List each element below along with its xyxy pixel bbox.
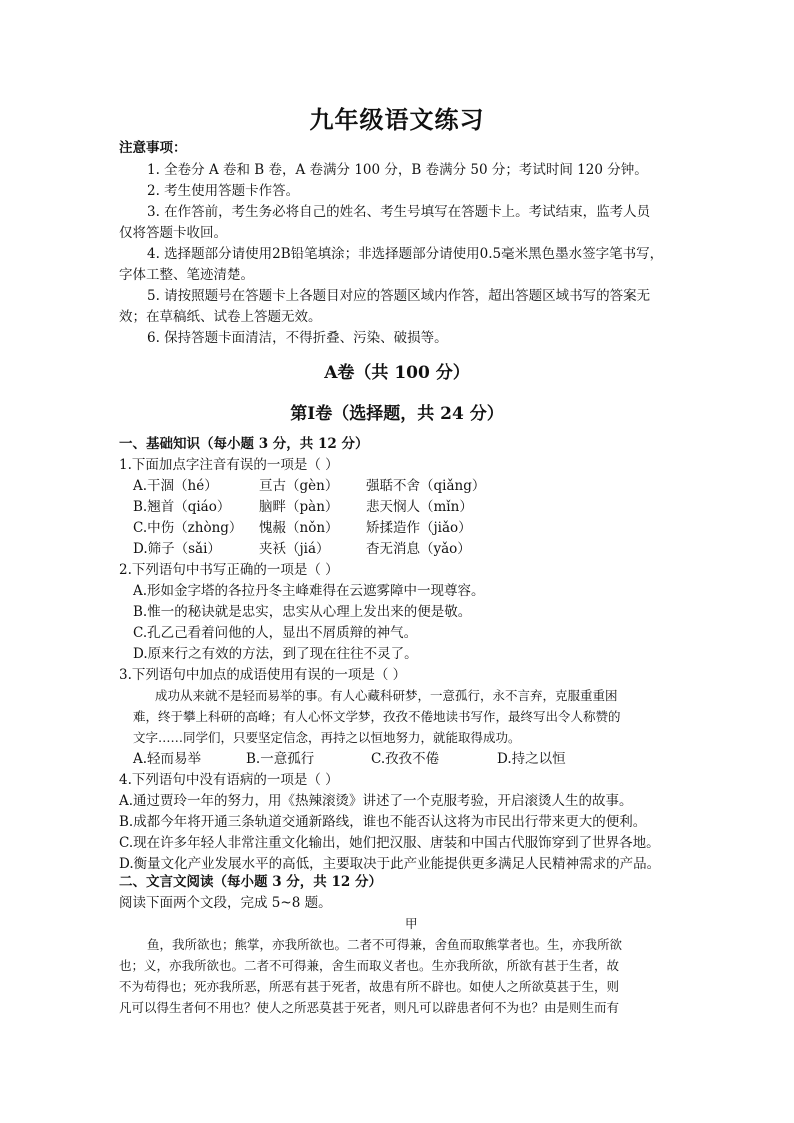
notice-item: 5. 请按照题号在答题卡上各题目对应的答题区域内作答，超出答题区域书写的答案无 <box>147 288 651 304</box>
question-2-stem: 2.下列语句中书写正确的一项是（ ） <box>119 562 339 578</box>
q3-option-b: B.一意孤行 <box>246 751 315 767</box>
notice-item: 仅将答题卡收回。 <box>119 225 227 241</box>
q4-option-a: A.通过贾玲一年的努力，用《热辣滚烫》讲述了一个克服考验，开启滚烫人生的故事。 <box>119 793 633 809</box>
passage-jia-line: 凡可以得生者何不用也？使人之所恶莫甚于死者，则凡可以辟患者何不为也？由是则生而有 <box>119 1000 620 1015</box>
notice-item: 字体工整、笔迹清楚。 <box>119 267 254 283</box>
q4-option-d: D.衡量文化产业发展水平的高低，主要取决于此产业能提供更多满足人民精神需求的产品。 <box>119 856 661 872</box>
q3-passage-line: 文字……同学们，只要坚定信念，再持之以恒地努力，就能取得成功。 <box>133 730 521 745</box>
q2-option-a: A.形如金字塔的各拉丹冬主峰难得在云遮雾障中一现尊容。 <box>133 583 485 599</box>
q3-option-c: C.孜孜不倦 <box>371 751 440 767</box>
q1-option-d-1: D.筛子（sǎi） <box>133 541 221 557</box>
q3-option-d: D.持之以恒 <box>497 751 566 767</box>
q1-option-c-1: C.中伤（zhòng） <box>133 520 243 536</box>
q1-option-d-3: 杳无消息（yǎo） <box>366 541 471 557</box>
q1-option-d-2: 夹袄（jiá） <box>259 541 330 557</box>
notice-heading: 注意事项： <box>119 140 187 156</box>
passage-jia-label: 甲 <box>405 916 418 931</box>
q1-option-a-3: 强聒不舍（qiǎng） <box>366 478 486 494</box>
q1-option-b-2: 脑畔（pàn） <box>259 499 339 515</box>
q1-option-b-3: 悲天悯人（mǐn） <box>366 499 473 515</box>
notice-item: 4. 选择题部分请使用2B铅笔填涂；非选择题部分请使用0.5毫米黑色墨水签字笔书写， <box>147 246 664 262</box>
q1-option-c-2: 愧赧（nǒn） <box>259 520 339 536</box>
notice-item: 效；在草稿纸、试卷上答题无效。 <box>119 309 322 325</box>
passage-jia-line: 鱼，我所欲也；熊掌，亦我所欲也。二者不可得兼，舍鱼而取熊掌者也。生，亦我所欲 <box>147 937 623 952</box>
notice-item: 6. 保持答题卡面清洁，不得折叠、污染、破损等。 <box>147 330 448 346</box>
q4-option-c: C.现在许多年轻人非常注重文化输出，她们把汉服、唐装和中国古代服饰穿到了世界各地。 <box>119 835 660 851</box>
passage-jia-line: 也；义，亦我所欲也。二者不可得兼，舍生而取义者也。生亦我所欲，所欲有甚于生者，故 <box>119 958 620 973</box>
notice-item: 2. 考生使用答题卡作答。 <box>147 183 300 199</box>
question-1-stem: 1.下面加点字注音有误的一项是（ ） <box>119 457 339 473</box>
q2-option-b: B.惟一的秘诀就是忠实，忠实从心理上发出来的便是敬。 <box>133 604 472 620</box>
basic-knowledge-heading: 一、基础知识（每小题 3 分，共 12 分） <box>119 436 369 452</box>
q3-option-a: A.轻而易举 <box>133 751 202 767</box>
q1-option-c-3: 矫揉造作（jiǎo） <box>366 520 472 536</box>
question-3-stem: 3.下列语句中加点的成语使用有误的一项是（ ） <box>119 667 407 683</box>
q4-option-b: B.成都今年将开通三条轨道交通新路线，谁也不能否认这将为市民出行带来更大的便利。 <box>119 814 647 830</box>
q1-option-a-2: 亘古（gèn） <box>259 478 339 494</box>
part-one-heading: 第Ⅰ卷（选择题，共 24 分） <box>290 404 504 424</box>
q1-option-a-1: A.干涸（hé） <box>133 478 218 494</box>
passage-jia-line: 不为苟得也；死亦我所恶，所恶有甚于死者，故患有所不辟也。如使人之所欲莫甚于生，则 <box>119 979 620 994</box>
notice-item: 1. 全卷分 A 卷和 B 卷，A 卷满分 100 分，B 卷满分 50 分；考试时间 120 分钟。 <box>147 162 648 178</box>
q1-option-b-1: B.翘首（qiáo） <box>133 499 231 515</box>
notice-item: 3. 在作答前，考生务必将自己的姓名、考生号填写在答题卡上。考试结束，监考人员 <box>147 204 651 220</box>
section-a-heading: A卷（共 100 分） <box>324 363 470 383</box>
q3-passage-line: 成功从来就不是轻而易举的事。有人心藏科研梦，一意孤行，永不言弃，克服重重困 <box>155 688 618 703</box>
classical-reading-heading: 二、文言文阅读（每小题 3 分，共 12 分） <box>119 874 382 890</box>
question-4-stem: 4.下列语句中没有语病的一项是（ ） <box>119 772 339 788</box>
q2-option-c: C.孔乙己看着问他的人，显出不屑质辩的神气。 <box>133 625 418 641</box>
reading-instruction: 阅读下面两个文段，完成 5~8 题。 <box>119 895 332 911</box>
q3-passage-line: 难，终于攀上科研的高峰；有人心怀文学梦，孜孜不倦地读书写作，最终写出令人称赞的 <box>133 709 621 724</box>
q2-option-d: D.原来行之有效的方法，到了现在往往不灵了。 <box>133 646 418 662</box>
page-title: 九年级语文练习 <box>309 105 485 134</box>
